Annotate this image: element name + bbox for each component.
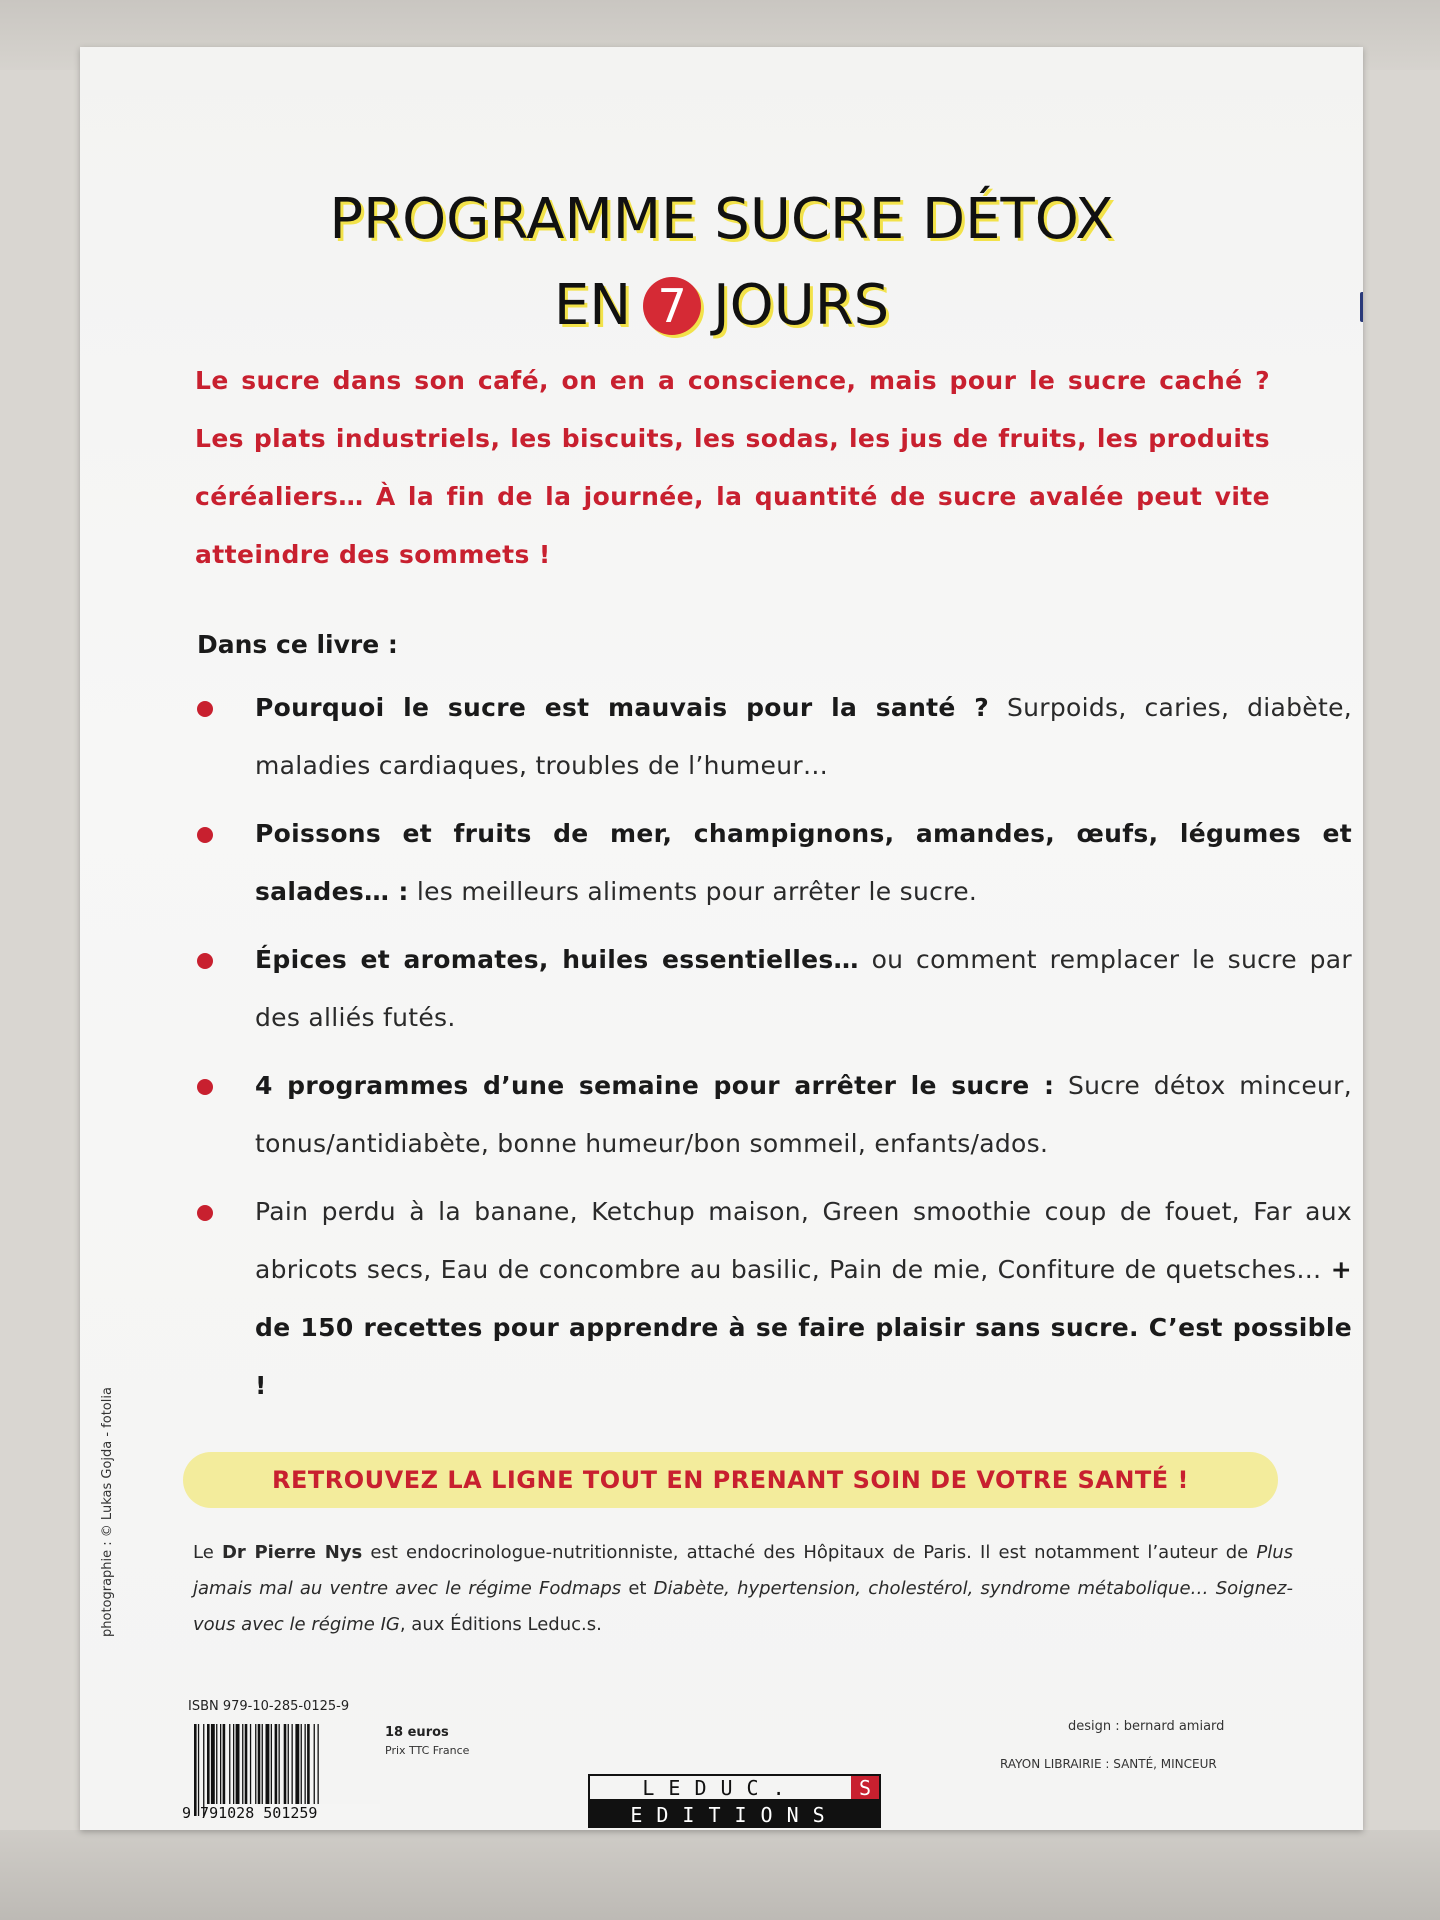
author-bio-text: est endocrinologue-nutritionniste, attaché des Hôpitaux de Paris. Il est notamment l’auteur de xyxy=(362,1542,1257,1563)
author-bio-text: et xyxy=(621,1578,654,1599)
price: 18 euros xyxy=(385,1725,449,1740)
shelf-category: RAYON LIBRAIRIE : SANTÉ, MINCEUR xyxy=(1000,1757,1217,1771)
highlight-banner: RETROUVEZ LA LIGNE TOUT EN PRENANT SOIN DE VOTRE SANTÉ ! xyxy=(183,1452,1278,1508)
title-line-2 xyxy=(80,263,1363,349)
publisher-logo xyxy=(588,1774,881,1828)
barcode-bar xyxy=(229,1724,230,1816)
barcode-bar xyxy=(262,1724,263,1816)
photo-credit: photographie : © Lukas Gojda - fotolia xyxy=(100,1387,115,1637)
author-bio-text: , aux Éditions Leduc.s. xyxy=(399,1614,602,1635)
list-item xyxy=(197,679,1352,795)
list-item xyxy=(197,805,1352,921)
barcode-bar xyxy=(318,1724,319,1816)
list-item-bold: Épices et aromates, huiles essentielles… xyxy=(255,945,859,974)
barcode-bar xyxy=(271,1724,272,1816)
barcode-bar xyxy=(198,1724,199,1816)
list-item xyxy=(197,931,1352,1047)
contents-list xyxy=(197,679,1352,1425)
barcode-bar xyxy=(194,1724,197,1816)
bullet-dot xyxy=(197,827,213,843)
barcode-bar xyxy=(203,1724,204,1816)
bullet-dot xyxy=(197,953,213,969)
barcode-bar xyxy=(307,1724,310,1816)
title-line-1: PROGRAMME SUCRE DÉTOX xyxy=(329,187,1114,252)
list-item-bold: Poissons et fruits de mer, champignons, amandes, œufs, légumes et salades… : xyxy=(255,819,1352,906)
barcode-bar xyxy=(207,1724,210,1816)
logo-editions: EDITIONS xyxy=(588,1801,881,1828)
barcode-bar xyxy=(233,1724,234,1816)
logo-top xyxy=(588,1774,881,1801)
barcode-bar xyxy=(305,1724,306,1816)
barcode-bar xyxy=(245,1724,248,1816)
intro-paragraph: Le sucre dans son café, on en a conscience, mais pour le sucre caché ? Les plats industriels, les biscuits, les sodas, les jus de fruits, les produits céréaliers… À la fin de la journée, la quantité de sucre avalée peut vite atteindre des sommets ! xyxy=(195,366,1270,569)
list-item-text: Surpoids, caries, diabète, maladies cardiaques, troubles de l’humeur… xyxy=(255,693,1353,780)
barcode-bar xyxy=(292,1724,293,1816)
list-item-bold: + de 150 recettes pour apprendre à se faire plaisir sans sucre. C’est possible ! xyxy=(255,1255,1352,1400)
list-item xyxy=(197,1183,1352,1415)
barcode-bar xyxy=(266,1724,270,1816)
list-item-bold: Pourquoi le sucre est mauvais pour la santé ? xyxy=(255,693,990,722)
bullet-dot xyxy=(197,1205,213,1221)
design-credit: design : bernard amiard xyxy=(1068,1719,1225,1734)
author-name: Dr Pierre Nys xyxy=(221,1542,363,1563)
barcode-bar xyxy=(314,1724,315,1816)
barcode-bar xyxy=(223,1724,226,1816)
background-bottom xyxy=(0,1830,1440,1920)
list-item-text: Pain perdu à la banane, Ketchup maison, Green smoothie coup de fouet, Far aux abricots secs, Eau de concombre au basilic, Pain de mie, Confiture de quetsches… xyxy=(255,1197,1352,1284)
author-bio-text: Le xyxy=(193,1542,222,1563)
day-number-circle: 7 xyxy=(643,277,701,335)
barcode-bar xyxy=(255,1724,256,1816)
title-jours: JOURS xyxy=(713,273,890,338)
barcode-digits: 9 791028 501259 xyxy=(182,1804,318,1820)
book-back-cover xyxy=(80,47,1363,1830)
book-title-ref: Diabète, hypertension, cholestérol, syndrome métabolique… Soignez-vous avec le régime IG xyxy=(193,1578,1293,1635)
barcode-bar xyxy=(284,1724,287,1816)
barcode-bar xyxy=(288,1724,289,1816)
price-note: Prix TTC France xyxy=(385,1744,470,1757)
logo-s: S xyxy=(851,1776,879,1799)
author-bio xyxy=(193,1535,1293,1643)
barcode-bar xyxy=(242,1724,243,1816)
logo-leduc: LEDUC. xyxy=(642,1775,799,1800)
book-title-ref: Plus jamais mal au ventre avec le régime Fodmaps xyxy=(193,1542,1294,1599)
bullet-dot xyxy=(197,1079,213,1095)
barcode-bar xyxy=(301,1724,302,1816)
barcode-bar xyxy=(258,1724,261,1816)
section-heading: Dans ce livre : xyxy=(197,630,398,659)
barcode-bar xyxy=(279,1724,280,1816)
barcode-bar xyxy=(211,1724,215,1816)
barcode-bar xyxy=(220,1724,221,1816)
barcode-bar xyxy=(236,1724,240,1816)
barcode-bar xyxy=(275,1724,278,1816)
list-item xyxy=(197,1057,1352,1173)
list-item-text: les meilleurs aliments pour arrêter le sucre. xyxy=(408,877,978,906)
title-en: EN xyxy=(553,273,632,338)
isbn: ISBN 979-10-285-0125-9 xyxy=(188,1699,350,1714)
book-title xyxy=(80,177,1363,349)
barcode-bar xyxy=(250,1724,251,1816)
list-item-bold: 4 programmes d’une semaine pour arrêter le sucre : xyxy=(255,1071,1055,1100)
list-item-text: Sucre détox minceur, tonus/antidiabète, bonne humeur/bon sommeil, enfants/ados. xyxy=(255,1071,1353,1158)
barcode-bar xyxy=(295,1724,299,1816)
list-item-text: ou comment remplacer le sucre par des alliés futés. xyxy=(255,945,1352,1032)
barcode-bar xyxy=(216,1724,217,1816)
bullet-dot xyxy=(197,701,213,717)
